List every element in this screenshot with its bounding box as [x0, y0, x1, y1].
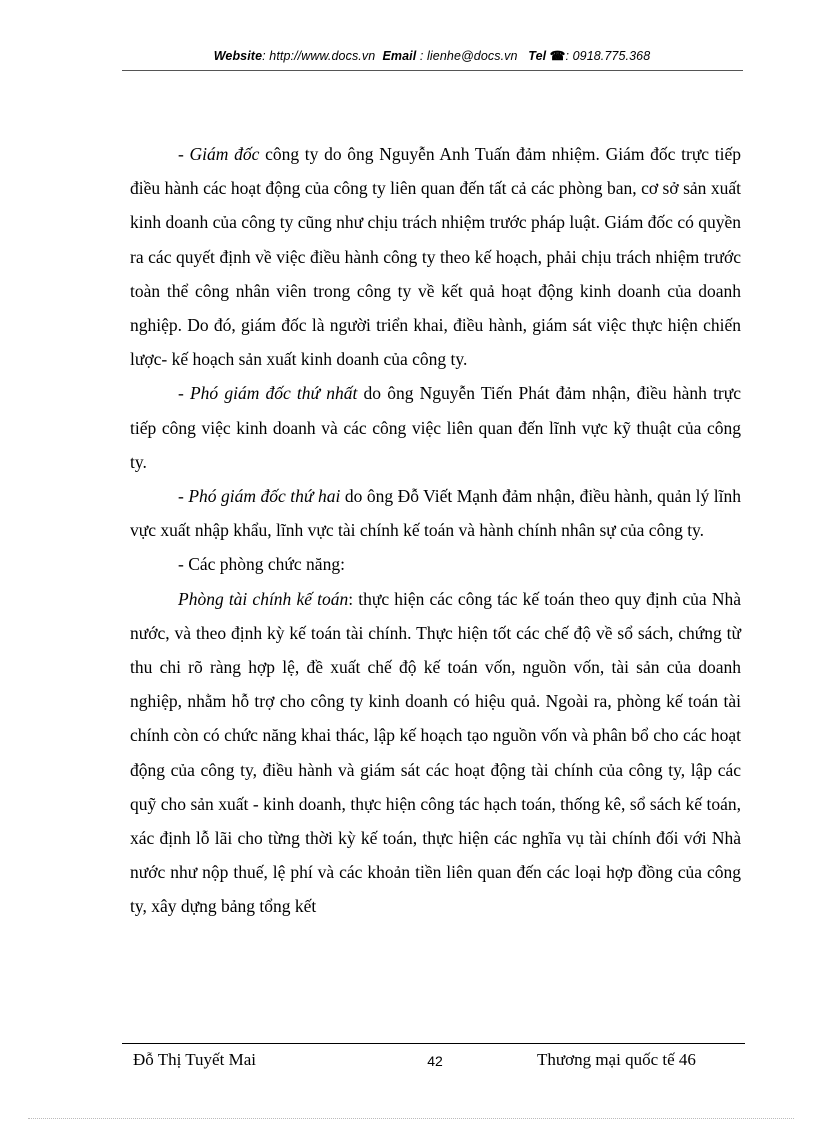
- tel-label: Tel: [528, 49, 547, 63]
- role-director: - Giám đốc: [178, 144, 260, 164]
- role-second-deputy: - Phó giám đốc thứ hai: [178, 486, 341, 507]
- email-label: Email: [382, 49, 417, 63]
- website-label: Website: [213, 49, 263, 63]
- role-first-deputy: - Phó giám đốc thứ nhất: [178, 383, 358, 404]
- paragraph-finance-dept: Phòng tài chính kế toán: thực hiện các công tác kế toán theo quy định của Nhà nước, và theo định kỳ kế toán tài chính. Thực hiện tốt các chế độ về sổ sách, chứng từ thu chi rõ ràng hợp lệ, đề xuất chế độ kế toán vốn, nguồn vốn, tài sản của doanh nghiệp, nhằm hỗ trợ cho công ty kinh doanh có hiệu quả. Ngoài ra, phòng kế toán tài chính còn có chức năng khai thác, lập kế hoạch tạo nguồn vốn và phân bổ cho các hoạt động của công ty, điều hành và giám sát các hoạt động tài chính của công ty, lập các quỹ cho sản xuất - kinh doanh, thực hiện công tác hạch toán, thống kê, sổ sách kế toán, xác định lỗ lãi cho từng thời kỳ kế toán, thực hiện các nghĩa vụ tài chính đối với Nhà nước như nộp thuế, lệ phí và các khoản tiền liên quan đến các loại hợp đồng của công ty, xây dựng bảng tổng kết: [130, 588, 741, 917]
- footer-page-number: 42: [427, 1053, 443, 1069]
- footer-rule: [122, 1043, 745, 1044]
- page-header: [122, 48, 742, 63]
- paragraph-departments: - Các phòng chức năng:: [178, 554, 345, 575]
- dept-finance: Phòng tài chính kế toán: [178, 588, 349, 609]
- website-value: : http://www.docs.vn: [262, 49, 376, 63]
- phone-icon: ☎: [549, 49, 566, 63]
- footer-course: Thương mại quốc tế 46: [537, 1050, 696, 1069]
- paragraph-director: - Giám đốc công ty do ông Nguyễn Anh Tuấn đảm nhiệm. Giám đốc trực tiếp điều hành các hoạt động của công ty liên quan đến tất cả các phòng ban, cơ sở sản xuất kinh doanh của công ty cũng như chịu trách nhiệm trước pháp luật. Giám đốc có quyền ra các quyết định về việc điều hành công ty theo kế hoạch, phải chịu trách nhiệm trước toàn thể công nhân viên trong công ty về kết quả hoạt động kinh doanh của doanh nghiệp. Do đó, giám đốc là người triển khai, điều hành, giám sát việc thực hiện chiến lược- kế hoạch sản xuất kinh doanh của công ty.: [130, 144, 742, 370]
- paragraph-first-deputy: - Phó giám đốc thứ nhất do ông Nguyễn Tiến Phát đảm nhận, điều hành trực tiếp công việc kinh doanh và các công việc liên quan đến lĩnh vực kỹ thuật của công ty.: [130, 383, 742, 472]
- email-value: : lienhe@docs.vn: [419, 49, 518, 63]
- header-rule: [122, 70, 743, 71]
- paragraph-second-deputy: - Phó giám đốc thứ hai do ông Đỗ Viết Mạnh đảm nhận, điều hành, quản lý lĩnh vực xuất nhập khẩu, lĩnh vực tài chính kế toán và hành chính nhân sự của công ty.: [130, 486, 741, 541]
- footer-author: Đỗ Thị Tuyết Mai: [133, 1050, 256, 1069]
- tel-value: : 0918.775.368: [565, 49, 651, 63]
- page-bottom-divider: [28, 1118, 794, 1119]
- document-body: [130, 137, 741, 924]
